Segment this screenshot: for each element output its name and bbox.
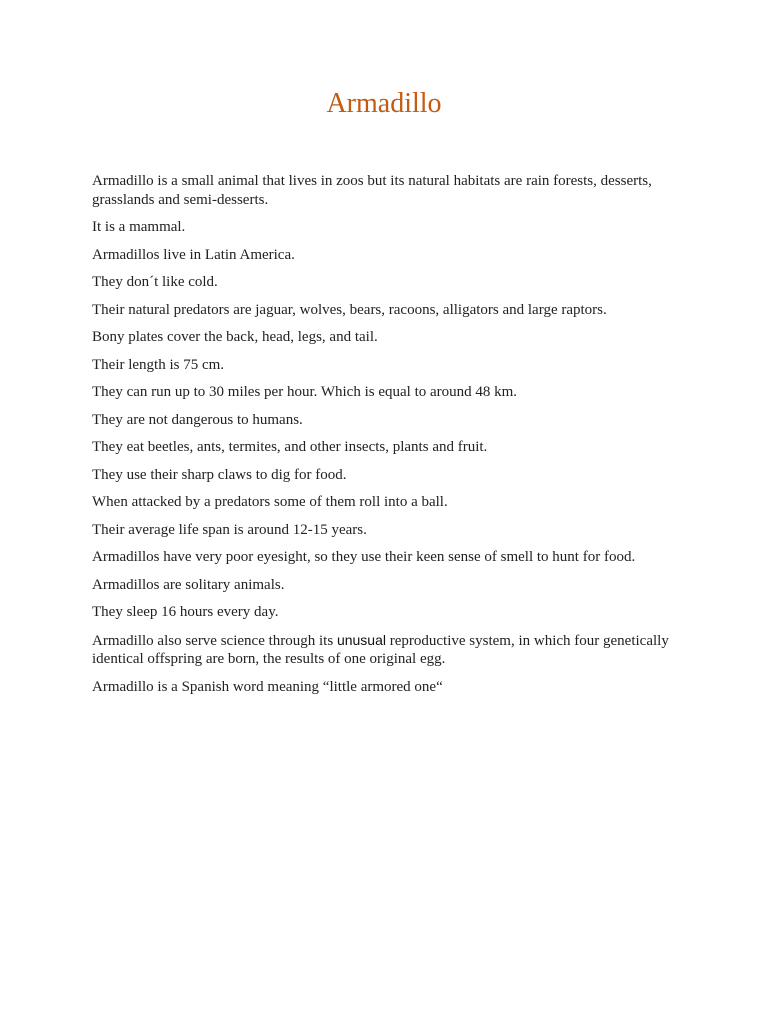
paragraph-bony-plates: Bony plates cover the back, head, legs, and tail. [92,329,378,345]
paragraph-habitats: Armadillo is a small animal that lives in zoos but its natural habitats are rain forests, desserts, grasslands and semi-desserts. [92,173,652,208]
science-text-highlight: unusual [336,631,386,648]
paragraph-mammal: It is a mammal. [92,219,186,235]
paragraph-speed: They can run up to 30 miles per hour. Which is equal to around 48 km. [92,384,518,400]
paragraph-eyesight: Armadillos have very poor eyesight, so they use their keen sense of smell to hunt for food. [92,549,636,565]
paragraph-cold: They don´t like cold. [92,274,218,290]
paragraph-claws: They use their sharp claws to dig for food. [92,466,347,483]
paragraph-latin-america: Armadillos live in Latin America. [92,246,295,263]
paragraph-length: Their length is 75 cm. [92,356,225,373]
paragraph-life-span: Their average life span is around 12-15 years. [92,521,367,538]
paragraph-not-dangerous: They are not dangerous to humans. [92,411,303,428]
paragraph-sleep: They sleep 16 hours every day. [92,604,279,620]
document-title: Armadillo [326,88,442,119]
paragraph-science [92,631,676,669]
paragraph-predators: Their natural predators are jaguar, wolves, bears, racoons, alligators and large raptors. [92,301,607,318]
document-body [92,172,676,696]
paragraph-solitary: Armadillos are solitary animals. [92,576,285,593]
paragraph-diet: They eat beetles, ants, termites, and other insects, plants and fruit. [92,439,488,455]
paragraph-name-meaning: Armadillo is a Spanish word meaning “little armored one“ [92,678,443,695]
paragraph-roll-into-ball: When attacked by a predators some of them roll into a ball. [92,494,448,510]
science-text-before: Armadillo also serve science through its [92,632,337,649]
science-text-after: reproductive system, in which four genetically identical offspring are born, the results of one original egg. [92,632,669,667]
